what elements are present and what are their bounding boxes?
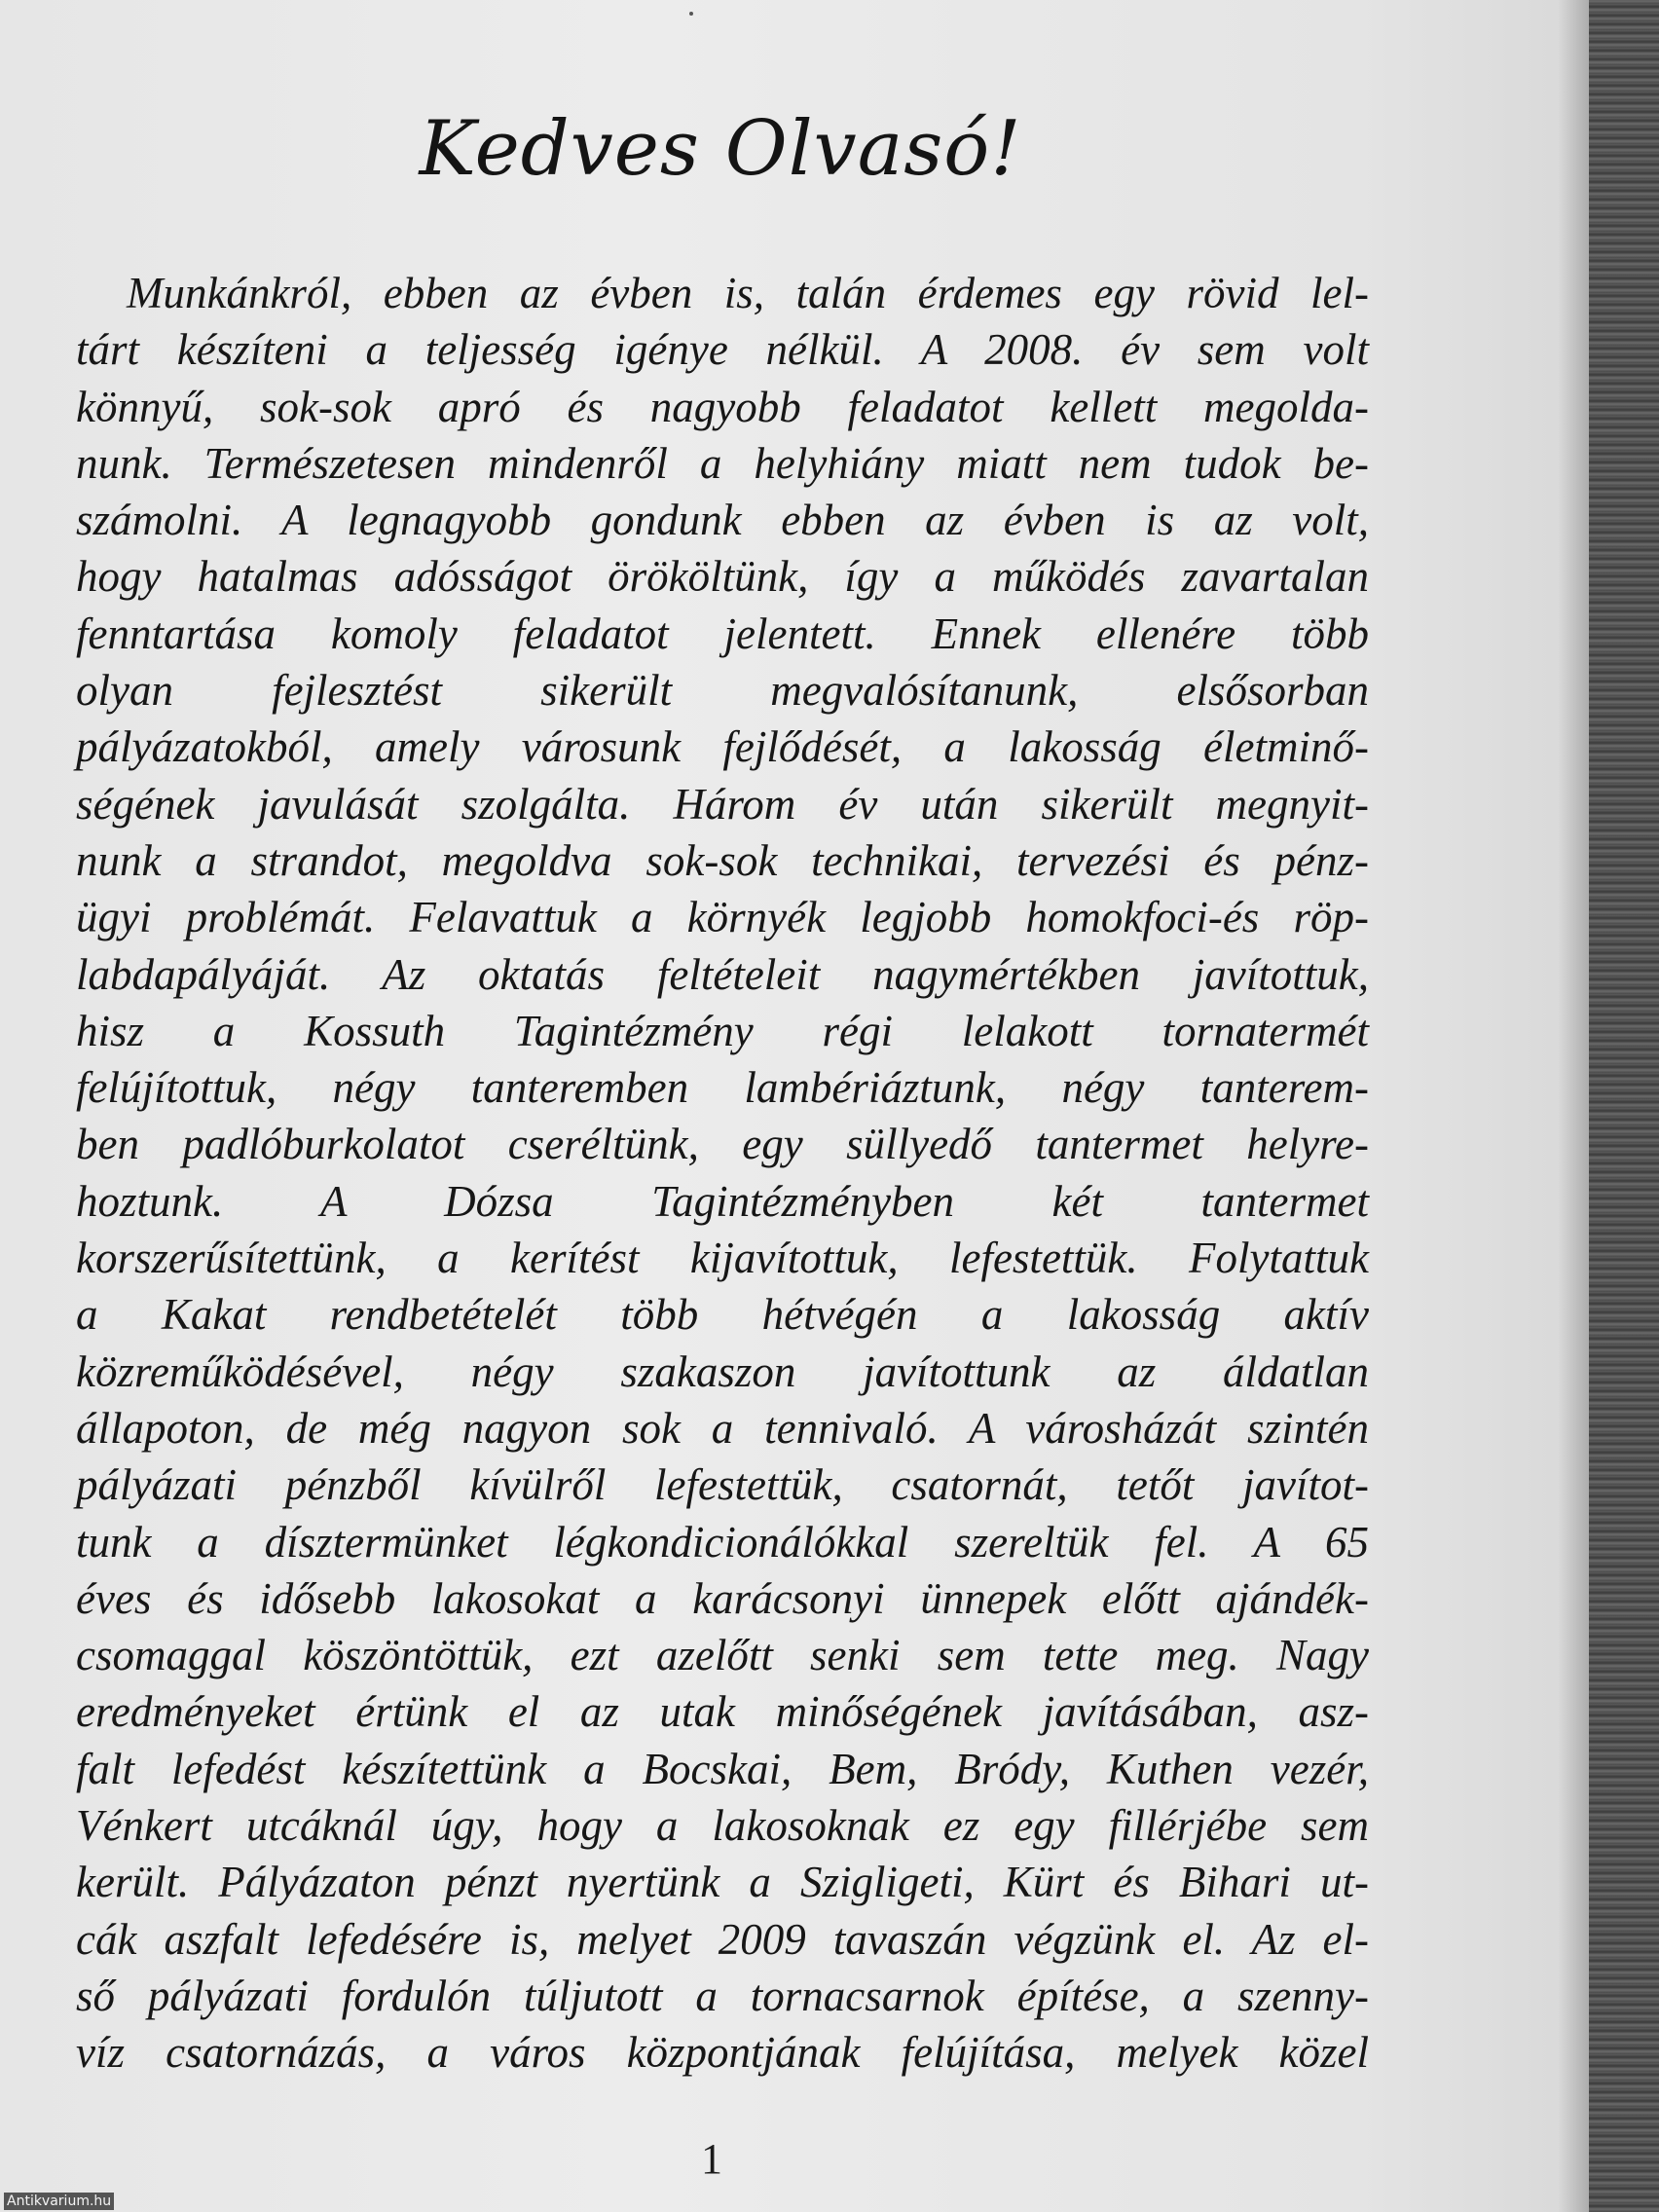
- text-line: csomaggal köszöntöttük, ezt azelőtt senki sem tette meg. Nagy: [76, 1631, 1369, 1680]
- text-line: került. Pályázaton pénzt nyertünk a Szigligeti, Kürt és Bihari ut-: [76, 1858, 1369, 1907]
- text-line: ben padlóburkolatot cseréltünk, egy süllyedő tantermet helyre-: [76, 1120, 1369, 1169]
- text-line: ügyi problémát. Felavattuk a környék legjobb homokfoci-és röp-: [76, 893, 1369, 942]
- text-line: eredményeket értünk el az utak minőségének javításában, asz-: [76, 1687, 1369, 1737]
- text-line: tunk a dísztermünket légkondicionálókkal szereltük fel. A 65: [76, 1517, 1369, 1567]
- page-number: 1: [701, 2135, 722, 2183]
- text-line: a Kakat rendbetételét több hétvégén a lakosság aktív: [76, 1290, 1369, 1340]
- text-line: számolni. A legnagyobb gondunk ebben az évben is az volt,: [76, 496, 1369, 545]
- text-line: könnyű, sok-sok apró és nagyobb feladatot kellett megolda-: [76, 382, 1369, 431]
- text-line: hoztunk. A Dózsa Tagintézményben két tantermet: [76, 1176, 1369, 1226]
- page-title: Kedves Olvasó!: [419, 105, 1022, 193]
- text-line: tárt készíteni a teljesség igénye nélkül. A 2008. év sem volt: [76, 325, 1369, 375]
- text-line: hisz a Kossuth Tagintézmény régi lelakott tornatermét: [76, 1006, 1369, 1055]
- text-line: olyan fejlesztést sikerült megvalósítanunk, elsősorban: [76, 666, 1369, 716]
- text-line: nunk. Természetesen mindenről a helyhiány miatt nem tudok be-: [76, 438, 1369, 488]
- text-line: közreműködésével, négy szakaszon javítottunk az áldatlan: [76, 1346, 1369, 1396]
- book-spine-edge: [1589, 0, 1659, 2212]
- text-line: hogy hatalmas adósságot örököltünk, így a működés zavartalan: [76, 552, 1369, 602]
- text-line: cák aszfalt lefedésére is, melyet 2009 tavaszán végzünk el. Az el-: [76, 1914, 1369, 1964]
- text-line: állapoton, de még nagyon sok a tennivaló. A városházát szintén: [76, 1403, 1369, 1453]
- text-line: labdapályáját. Az oktatás feltételeit nagymértékben javítottuk,: [76, 949, 1369, 999]
- text-line: víz csatornázás, a város központjának felújítása, melyek közel: [76, 2028, 1369, 2078]
- text-line: korszerűsítettünk, a kerítést kijavítottuk, lefestettük. Folytattuk: [76, 1234, 1369, 1283]
- text-line: Munkánkról, ebben az évben is, talán érdemes egy rövid lel-: [127, 269, 1369, 317]
- watermark: Antikvarium.hu: [4, 2193, 114, 2210]
- body-text: [76, 265, 1369, 2082]
- text-line: ső pályázati fordulón túljutott a tornacsarnok építése, a szenny-: [76, 1971, 1369, 2020]
- text-line: nunk a strandot, megoldva sok-sok technikai, tervezési és pénz-: [76, 835, 1369, 885]
- text-line: pályázati pénzből kívülről lefestettük, csatornát, tetőt javítot-: [76, 1460, 1369, 1510]
- text-line: ségének javulását szolgálta. Három év után sikerült megnyit-: [76, 779, 1369, 829]
- text-line: falt lefedést készítettünk a Bocskai, Bem, Bródy, Kuthen vezér,: [76, 1744, 1369, 1793]
- print-mark: [689, 12, 693, 16]
- text-line: felújítottuk, négy tanteremben lambériáztunk, négy tanterem-: [76, 1063, 1369, 1113]
- text-line: éves és idősebb lakosokat a karácsonyi ünnepek előtt ajándék-: [76, 1573, 1369, 1623]
- text-line: pályázatokból, amely városunk fejlődését, a lakosság életminő-: [76, 722, 1369, 772]
- text-line: Vénkert utcáknál úgy, hogy a lakosoknak ez egy fillérjébe sem: [76, 1801, 1369, 1851]
- text-line: fenntartása komoly feladatot jelentett. Ennek ellenére több: [76, 608, 1369, 658]
